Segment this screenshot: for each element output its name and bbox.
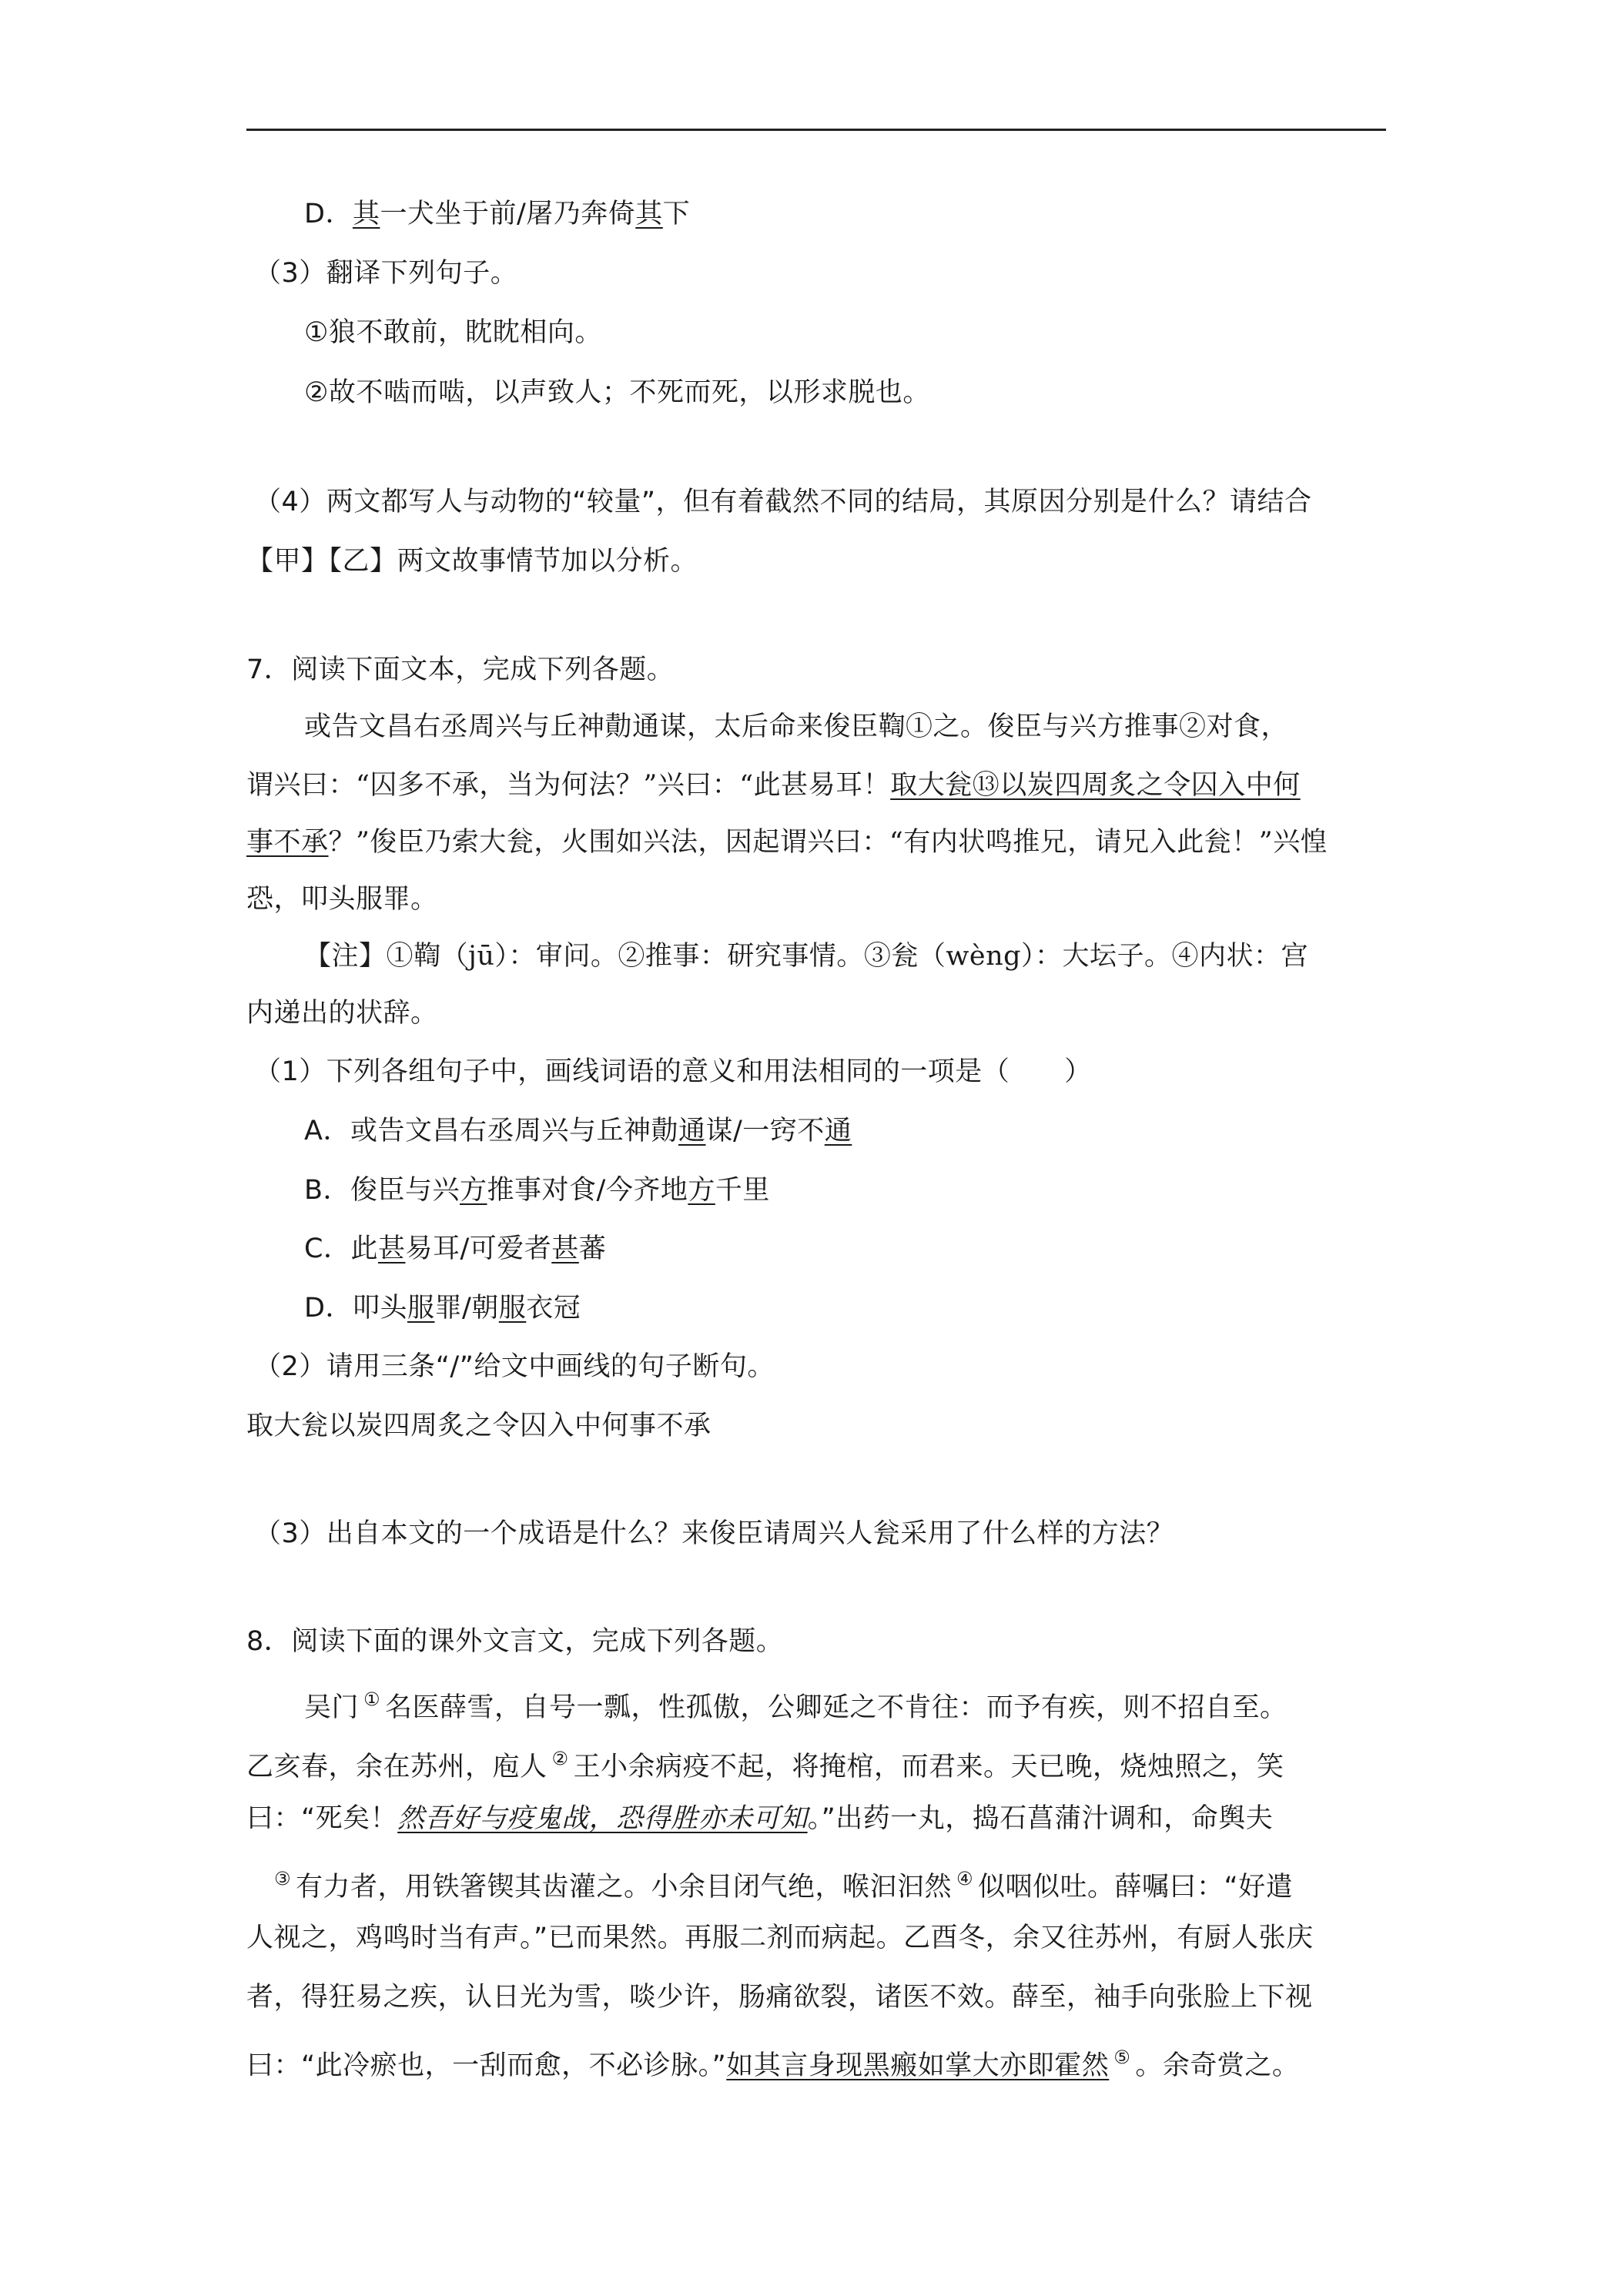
passage-8-line-5: 人视之，鸡鸣时当有声。”已而果然。再服二剂而病起。乙酉冬，余又往苏州，有厨人张庆 bbox=[246, 1923, 1314, 1953]
note-line-2: 内递出的状辞。 bbox=[246, 998, 438, 1029]
option-b: B．俊臣与兴方推事对食/今齐地方千里 bbox=[304, 1175, 770, 1206]
passage-7-line-1: 或告文昌右丞周兴与丘神勣通谋，太后命来俊臣鞫①之。俊臣与兴方推事②对食， bbox=[304, 711, 1289, 742]
passage-8-line-4: ③ 有力者，用铁箸锲其齿灌之。小余目闭气绝，喉汩汩然 ④ 似咽似吐。薛嘱曰：“好遣 bbox=[274, 1868, 1294, 1903]
passage-7-line-2: 谓兴曰：“囚多不承，当为何法？”兴曰：“此甚易耳！取大瓮⑬以炭四周炙之令囚入中何 bbox=[246, 770, 1301, 801]
question-7-1: （1）下列各组句子中，画线词语的意义和用法相同的一项是（ ） bbox=[254, 1056, 1092, 1087]
translate-sentence-1: ①狼不敢前，眈眈相向。 bbox=[304, 317, 602, 348]
question-4-line-2: 【甲】【乙】两文故事情节加以分析。 bbox=[246, 546, 698, 577]
question-4-line-1: （4）两文都写人与动物的“较量”，但有着截然不同的结局，其原因分别是什么？请结合 bbox=[254, 487, 1312, 517]
question-3-title: （3）翻译下列句子。 bbox=[254, 258, 518, 289]
passage-8-line-1: 吴门 ① 名医薛雪，自号一瓢，性孤傲，公卿延之不肯往：而予有疾，则不招自至。 bbox=[304, 1689, 1287, 1723]
section-8-title: 8．阅读下面的课外文言文，完成下列各题。 bbox=[246, 1626, 784, 1657]
question-7-2: （2）请用三条“/”给文中画线的句子断句。 bbox=[254, 1351, 775, 1382]
option-d-line: D．其一犬坐于前/屠乃奔倚其下 bbox=[304, 199, 691, 229]
passage-7-line-4: 恐，叩头服罪。 bbox=[246, 884, 438, 915]
passage-8-line-2: 乙亥春，余在苏州，庖人 ② 王小余病疫不起，将掩棺，而君来。天已晚，烧烛照之，笑 bbox=[246, 1748, 1284, 1782]
translate-sentence-2: ②故不啮而啮，以声致人；不死而死，以形求脱也。 bbox=[304, 377, 930, 408]
header-rule bbox=[246, 129, 1386, 131]
passage-8-line-3: 曰：“死矣！然吾好与疫鬼战，恐得胜亦未可知。”出药一丸，捣石菖蒲汁调和，命舆夫 bbox=[246, 1803, 1274, 1834]
question-7-3: （3）出自本文的一个成语是什么？来俊臣请周兴人瓮采用了什么样的方法？ bbox=[254, 1518, 1174, 1549]
sentence-to-punctuate: 取大瓮以炭四周炙之令囚入中何事不承 bbox=[246, 1411, 712, 1441]
passage-8-line-7: 曰：“此冷瘀也，一刮而愈，不必诊脉。”如其言身现黑瘢如掌大亦即霍然 ⑤ 。余奇赏之。 bbox=[246, 2047, 1300, 2081]
section-7-title: 7．阅读下面文本，完成下列各题。 bbox=[246, 654, 675, 685]
passage-7-line-3: 事不承？”俊臣乃索大瓮，火围如兴法，因起谓兴曰：“有内状鸣推兄，请兄入此瓮！”兴惶 bbox=[246, 827, 1328, 858]
option-c: C．此甚易耳/可爱者甚蕃 bbox=[304, 1233, 607, 1264]
option-a: A．或告文昌右丞周兴与丘神勣通谋/一窍不通 bbox=[304, 1116, 852, 1146]
passage-8-line-6: 者，得狂易之疾，认日光为雪，啖少许，肠痛欲裂，诸医不效。薛至，袖手向张脸上下视 bbox=[246, 1982, 1313, 2013]
note-line-1: 【注】①鞫（jū）：审问。②推事：研究事情。③瓮（wèng）：大坛子。④内状：宫 bbox=[304, 941, 1309, 972]
option-d: D．叩头服罪/朝服衣冠 bbox=[304, 1293, 581, 1324]
